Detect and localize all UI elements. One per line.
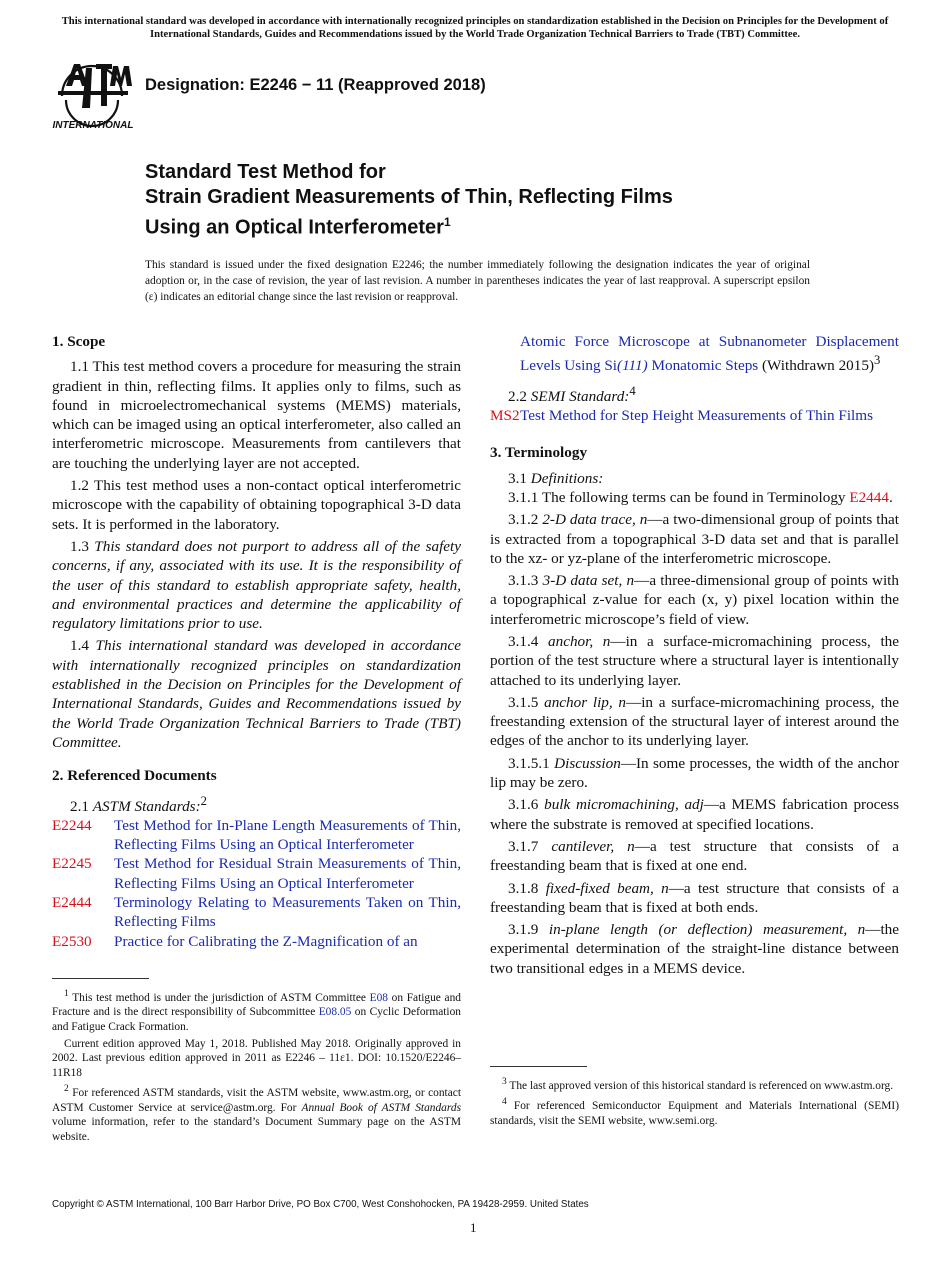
footnote-4: $^4$ For referenced Semiconductor Equipment and Materials International (SEMI) standards, visit the SEMI website, www.semi.org.	[490, 1097, 899, 1127]
ref-ms2[interactable]: MS2Test Method for Step Height Measurements of Thin Films	[490, 407, 873, 425]
astm-standards-label: 2.1 ASTM Standards:$^2$	[70, 793, 207, 815]
title-line-3: Using an Optical Interferometer	[145, 216, 444, 239]
semi-standard-label: 2.2 SEMI Standard:$^4$	[508, 383, 636, 405]
term-3-1-3: 3.1.3 3-D data set, n—a three-dimensional group of points with a topographical z-value for each (x, y) pixel location within the interferometric microscope’s field of view.	[490, 572, 899, 628]
para-1-3: 1.3 This standard does not purport to address all of the safety concerns, if any, associated with its use. It is the responsibility of the user of this standard to establish appropriate safety, health, and environmental practices and determine the applicability of regulatory limitations prior to use.	[52, 537, 461, 633]
designation: Designation: E2246 − 11 (Reapproved 2018)	[145, 76, 486, 94]
ref-e2444[interactable]: E2444 Terminology Relating to Measurements Taken on Thin, Reflecting Films	[52, 894, 461, 931]
term-3-1-2: 3.1.2 2-D data trace, n—a two-dimensional group of points that is extracted from a topographical 3-D data set and that is parallel to the xz- or yz-plane of the interferometric microscope.	[490, 511, 900, 567]
footnote-rule-right	[490, 1066, 587, 1067]
title-line-2: Strain Gradient Measurements of Thin, Reflecting Films	[145, 186, 673, 208]
link-e0805[interactable]: E08.05	[318, 1006, 352, 1019]
section-1-heading: 1. Scope	[52, 333, 106, 350]
term-3-1-9: 3.1.9 in-plane length (or deflection) measurement, n—the experimental determination of the straight-line distance between two transitional edges in a MEMS device.	[490, 921, 899, 977]
ref-e2244[interactable]: E2244 Test Method for In-Plane Length Measurements of Thin, Reflecting Films Using an Optical Interferometer	[52, 816, 461, 854]
left-column	[52, 332, 461, 951]
footnote-rule-left	[52, 978, 149, 979]
para-1-1: 1.1 This test method covers a procedure for measuring the strain gradient in thin, reflecting films. It applies only to films, such as found in microelectromechanical systems (MEMS) materials, which can be imaged using an optical interferometer, also called an interferometric microscope. Measurements from cantilevers that are touching the underlying layer are not accepted.	[52, 358, 461, 472]
para-1-4: 1.4 This international standard was developed in accordance with internationally recognized principles on standardization established in the Decision on Principles for the Development of International Standards, Guides and Recommendations issued by the World Trade Organization Technical Barriers to Trade (TBT) Committee.	[52, 637, 461, 751]
term-3-1-4: 3.1.4 anchor, n—in a surface-micromachining process, the portion of the test structure where a structural layer is intentionally attached to its underlying layer.	[490, 632, 900, 689]
ref-e2245[interactable]: E2245 Test Method for Residual Strain Measurements of Thin, Reflecting Films Using an Optical Interferometer	[52, 855, 461, 892]
astm-logo	[52, 56, 134, 132]
footnote-2: $^2$ For referenced ASTM standards, visit the ASTM website, www.astm.org, or contact ASTM Customer Service at service@astm.org. For Annual Book of ASTM Standards volume information, refer to the standard’s Document Summary page on the ASTM website.	[52, 1084, 461, 1143]
copyright-line: Copyright © ASTM International, 100 Barr Harbor Drive, PO Box C700, West Conshohocken, PA 19428-2959. United States	[52, 1199, 589, 1210]
footnote-3: $^3$ The last approved version of this historical standard is referenced on www.astm.org.	[502, 1077, 894, 1092]
term-3-1-1: 3.1.1 The following terms can be found in Terminology E2444.	[508, 488, 893, 506]
footnote-1: $^1$ This test method is under the jurisdiction of ASTM Committee E08 on Fatigue and Fracture and is the direct responsibility of Subcommittee E08.05 on Cyclic Deformation and Fatigue Crack Formation.	[52, 989, 461, 1033]
ref-e2530[interactable]: E2530 Practice for Calibrating the Z-Magnification of an	[52, 932, 418, 950]
right-column	[490, 332, 899, 981]
definitions-label: 3.1 Definitions:	[508, 469, 604, 487]
logo-subtitle: INTERNATIONAL	[52, 120, 134, 131]
section-3-heading: 3. Terminology	[490, 444, 588, 462]
link-e08[interactable]: E08	[369, 991, 388, 1004]
title-footnote-mark: 1	[443, 215, 451, 229]
ref-e2530-continued[interactable]: Atomic Force Microscope at Subnanometer Displacement Levels Using Si(111) Monatomic Steps (Withdrawn 2015)$^3$	[520, 333, 899, 375]
intro-paragraph: This standard is issued under the fixed designation E2246; the number immediately following the designation indicates the year of original adoption or, in the case of revision, the year of last revision. A number in parentheses indicates the year of last reapproval. A superscript epsilon (ε) indicates an editorial change since the last revision or reapproval.	[145, 259, 810, 303]
footnotes-right	[490, 1075, 899, 1130]
term-3-1-7: 3.1.7 cantilever, n—a test structure that consists of a freestanding beam that is fixed at one end.	[490, 837, 900, 875]
para-1-2: 1.2 This test method uses a non-contact optical interferometric microscope with the capability of obtaining topographical 3-D data sets. It is performed in the laboratory.	[52, 477, 461, 533]
page-title	[145, 160, 865, 241]
footnote-1-edition: Current edition approved May 1, 2018. Published May 2018. Originally approved in 2002. Last previous edition approved in 2011 as E2246 – 11ε1. DOI: 10.1520/E2246–11R18	[52, 1037, 461, 1079]
term-3-1-5-1: 3.1.5.1 Discussion—In some processes, the width of the anchor lip may be zero.	[490, 754, 899, 792]
title-line-1: Standard Test Method for	[145, 161, 386, 183]
page-number: 1	[470, 1220, 477, 1235]
term-3-1-8: 3.1.8 fixed-fixed beam, n—a test structure that consists of a freestanding beam that is fixed at both ends.	[490, 879, 900, 916]
section-2-heading: 2. Referenced Documents	[52, 767, 217, 785]
term-3-1-6: 3.1.6 bulk micromachining, adj—a MEMS fabrication process where the substrate is removed at specified locations.	[490, 796, 899, 833]
link-e2444[interactable]: E2444	[849, 488, 889, 506]
term-3-1-5: 3.1.5 anchor lip, n—in a surface-micromachining process, the freestanding extension of the structural layer of interest around the edges of the anchor to its underlying layer.	[490, 693, 900, 750]
tbt-notice: This international standard was developed in accordance with internationally recognized principles on standardization established in the Decision on Principles for the Development of International Standards, Guides and Recommendations issued by the World Trade Organization Technical Barriers to Trade (TBT) Committee.	[61, 16, 889, 40]
footnotes-left	[52, 987, 461, 1147]
